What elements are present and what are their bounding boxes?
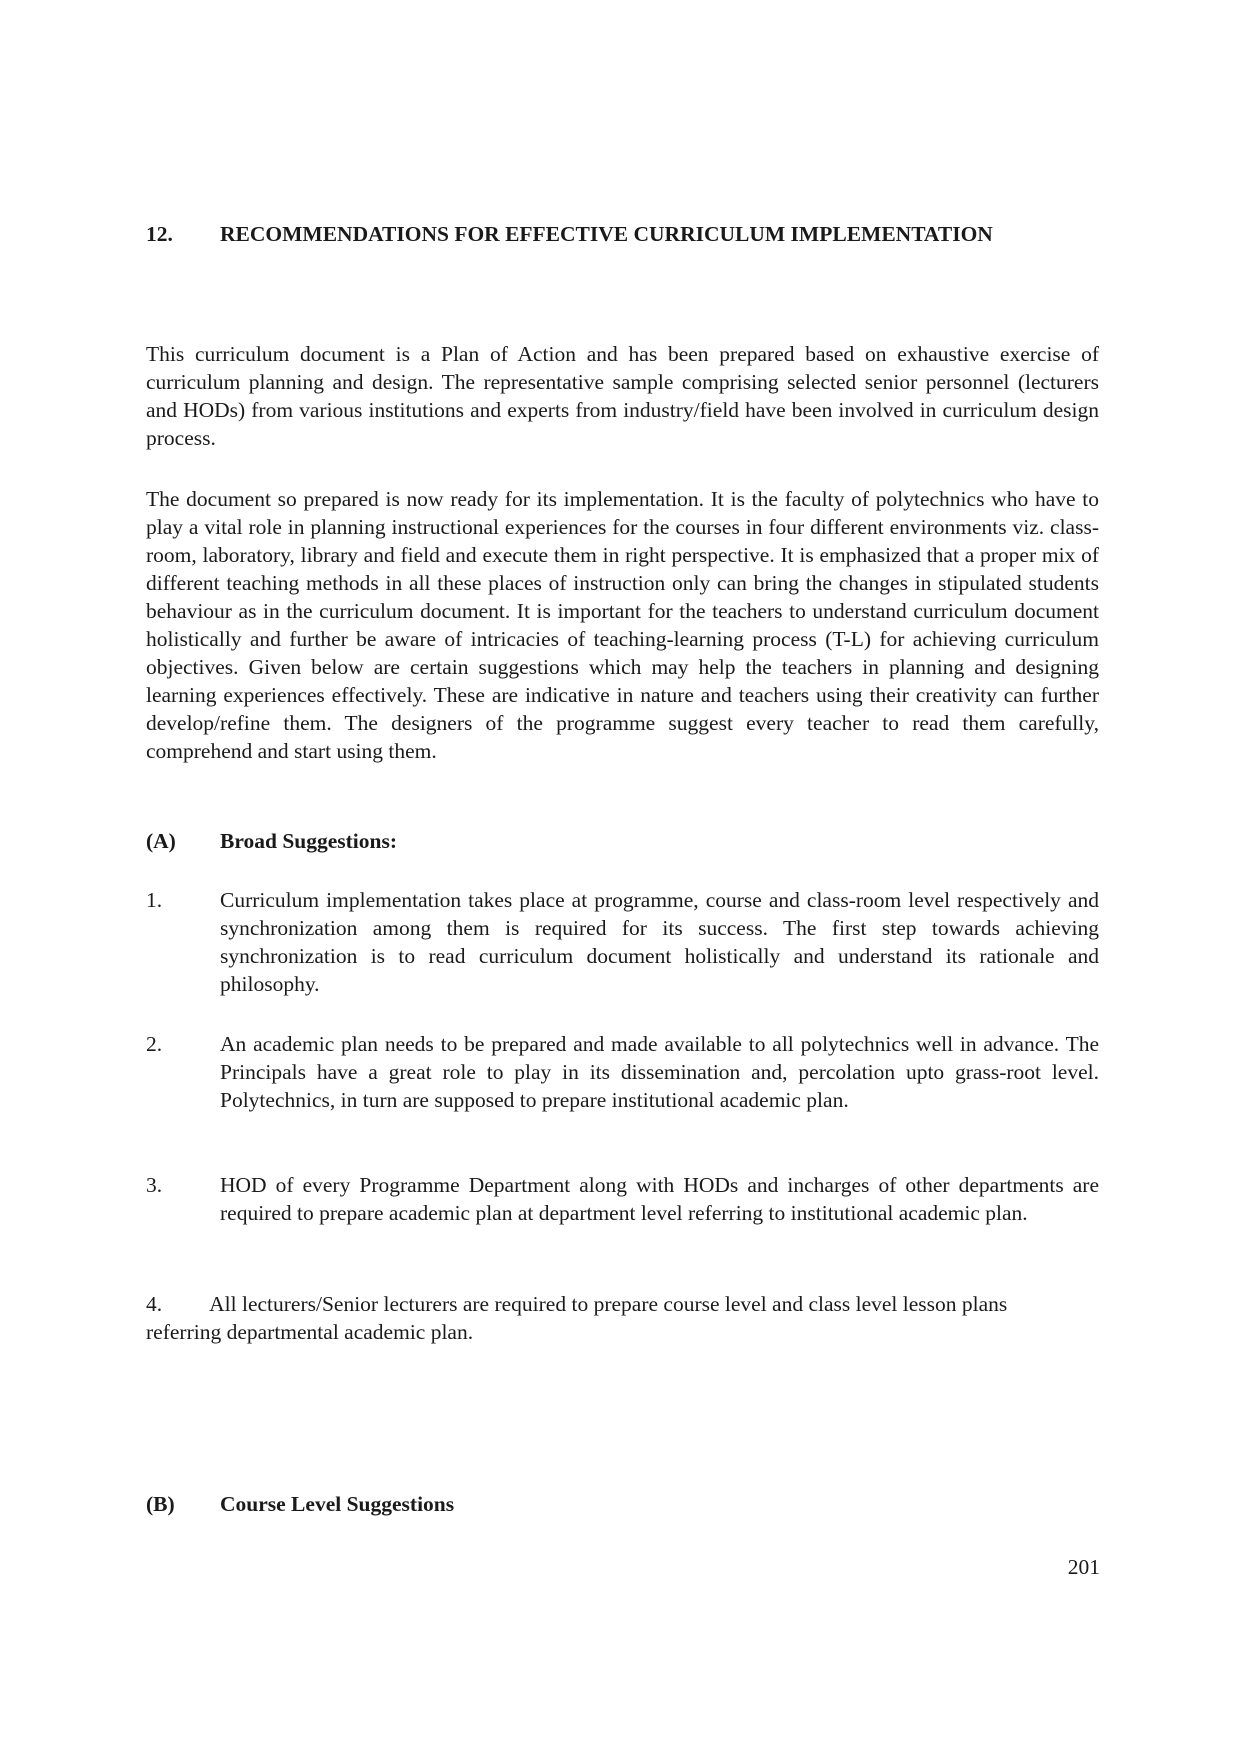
subsection-label: (A) (146, 829, 176, 853)
section-number: 12. (146, 222, 173, 246)
list-item-number: 4. (146, 1292, 163, 1316)
list-item (146, 1290, 1086, 1346)
implementation-paragraph: The document so prepared is now ready for its implementation. It is the faculty of polytechnics who have to play a vital role in planning instructional experiences for the courses in four different environments viz. class-room, laboratory, library and field and execute them in right perspective. It is emphasized that a proper mix of different teaching methods in all these places of instruction only can bring the changes in stipulated students behaviour as in the curriculum document. It is important for the teachers to understand curriculum document holistically and further be aware of intricacies of teaching-learning process (T-L) for achieving curriculum objectives. Given below are certain suggestions which may help the teachers in planning and designing learning experiences effectively. These are indicative in nature and teachers using their creativity can further develop/refine them. The designers of the programme suggest every teacher to read them carefully, comprehend and start using them. (146, 487, 1099, 763)
subsection-title: Broad Suggestions: (220, 829, 398, 853)
section-title: RECOMMENDATIONS FOR EFFECTIVE CURRICULUM IMPLEMENTATION (220, 222, 993, 246)
page-number: 201 (1067, 1555, 1100, 1579)
subsection-label: (B) (146, 1492, 175, 1516)
list-item-text: Curriculum implementation takes place at programme, course and class-room level respectively and synchronization among them is required for its success. The first step towards achieving synchronization is to read curriculum document holistically and understand its rationale and philosophy. (220, 888, 1099, 996)
list-item-number: 2. (146, 1032, 163, 1056)
list-item-number: 3. (146, 1173, 163, 1197)
list-item-text: An academic plan needs to be prepared and made available to all polytechnics well in advance. The Principals have a great role to play in its dissemination and, percolation upto grass-root level. Polytechnics, in turn are supposed to prepare institutional academic plan. (220, 1032, 1099, 1112)
list-item-text: All lecturers/Senior lecturers are required to prepare course level and class level lesson plans referring departmental academic plan. (146, 1292, 1008, 1344)
list-item-number: 1. (146, 888, 163, 912)
intro-paragraph: This curriculum document is a Plan of Action and has been prepared based on exhaustive exercise of curriculum planning and design. The representative sample comprising selected senior personnel (lecturers and HODs) from various institutions and experts from industry/field have been involved in curriculum design process. (146, 342, 1099, 450)
subsection-title: Course Level Suggestions (220, 1492, 455, 1516)
list-item-text: HOD of every Programme Department along with HODs and incharges of other departments are required to prepare academic plan at department level referring to institutional academic plan. (220, 1173, 1099, 1225)
